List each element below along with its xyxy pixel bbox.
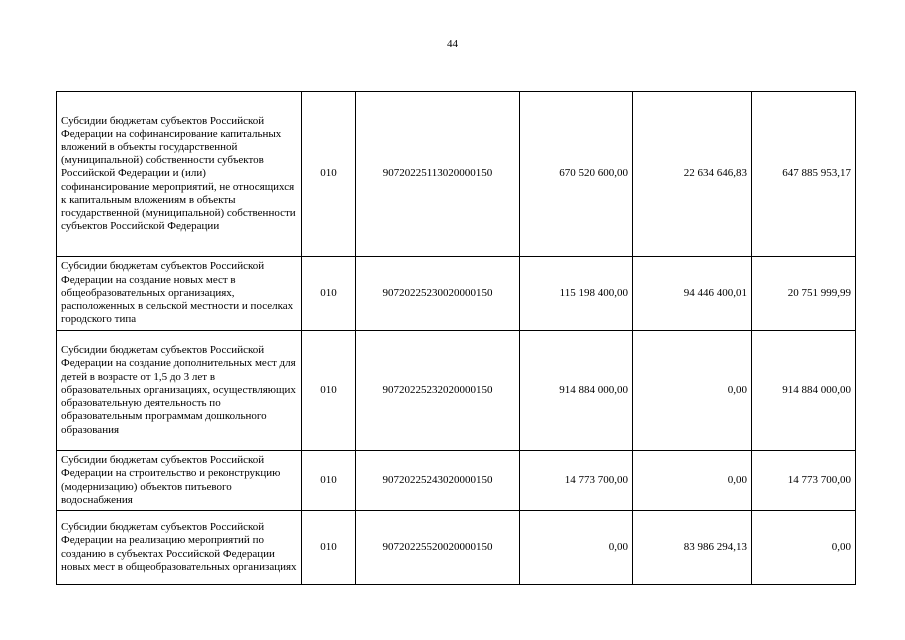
row-executed: 0,00 <box>633 331 752 451</box>
row-unexecuted: 647 885 953,17 <box>752 92 856 257</box>
row-approved: 914 884 000,00 <box>520 331 633 451</box>
table-row <box>57 451 856 511</box>
table-row <box>57 331 856 451</box>
table-row <box>57 257 856 331</box>
budget-revenue-table <box>56 91 856 585</box>
row-approved: 115 198 400,00 <box>520 257 633 331</box>
row-kbk: 90720225520020000150 <box>356 511 520 585</box>
row-approved: 14 773 700,00 <box>520 451 633 511</box>
table-row <box>57 92 856 257</box>
row-executed: 22 634 646,83 <box>633 92 752 257</box>
row-unexecuted: 14 773 700,00 <box>752 451 856 511</box>
row-name: Субсидии бюджетам субъектов Российской Федерации на создание дополнительных мест для детей в возрасте от 1,5 до 3 лет в образовательных организациях, осуществляющих образовательную деятельность по образовательным программам дошкольного образования <box>57 331 302 451</box>
row-executed: 0,00 <box>633 451 752 511</box>
row-name: Субсидии бюджетам субъектов Российской Федерации на строительство и реконструкцию (модернизацию) объектов питьевого водоснабжения <box>57 451 302 511</box>
row-name: Субсидии бюджетам субъектов Российской Федерации на создание новых мест в общеобразовательных организациях, расположенных в сельской местности и поселках городского типа <box>57 257 302 331</box>
row-code: 010 <box>302 257 356 331</box>
row-unexecuted: 914 884 000,00 <box>752 331 856 451</box>
row-kbk: 90720225232020000150 <box>356 331 520 451</box>
row-name: Субсидии бюджетам субъектов Российской Федерации на софинансирование капитальных вложений в объекты государственной (муниципальной) собственности субъектов Российской Федерации и (или) софинансирование мероприятий, не относящихся к капитальным вложениям в объекты государственной (муниципальной) собственности субъектов Российской Федерации <box>57 92 302 257</box>
row-executed: 83 986 294,13 <box>633 511 752 585</box>
row-code: 010 <box>302 331 356 451</box>
row-kbk: 90720225230020000150 <box>356 257 520 331</box>
table-row <box>57 511 856 585</box>
row-code: 010 <box>302 511 356 585</box>
row-name: Субсидии бюджетам субъектов Российской Федерации на реализацию мероприятий по созданию в субъектах Российской Федерации новых мест в общеобразовательных организациях <box>57 511 302 585</box>
row-code: 010 <box>302 92 356 257</box>
row-unexecuted: 0,00 <box>752 511 856 585</box>
row-unexecuted: 20 751 999,99 <box>752 257 856 331</box>
row-executed: 94 446 400,01 <box>633 257 752 331</box>
row-code: 010 <box>302 451 356 511</box>
page-number: 44 <box>447 38 458 50</box>
row-kbk: 90720225113020000150 <box>356 92 520 257</box>
row-approved: 0,00 <box>520 511 633 585</box>
row-kbk: 90720225243020000150 <box>356 451 520 511</box>
row-approved: 670 520 600,00 <box>520 92 633 257</box>
